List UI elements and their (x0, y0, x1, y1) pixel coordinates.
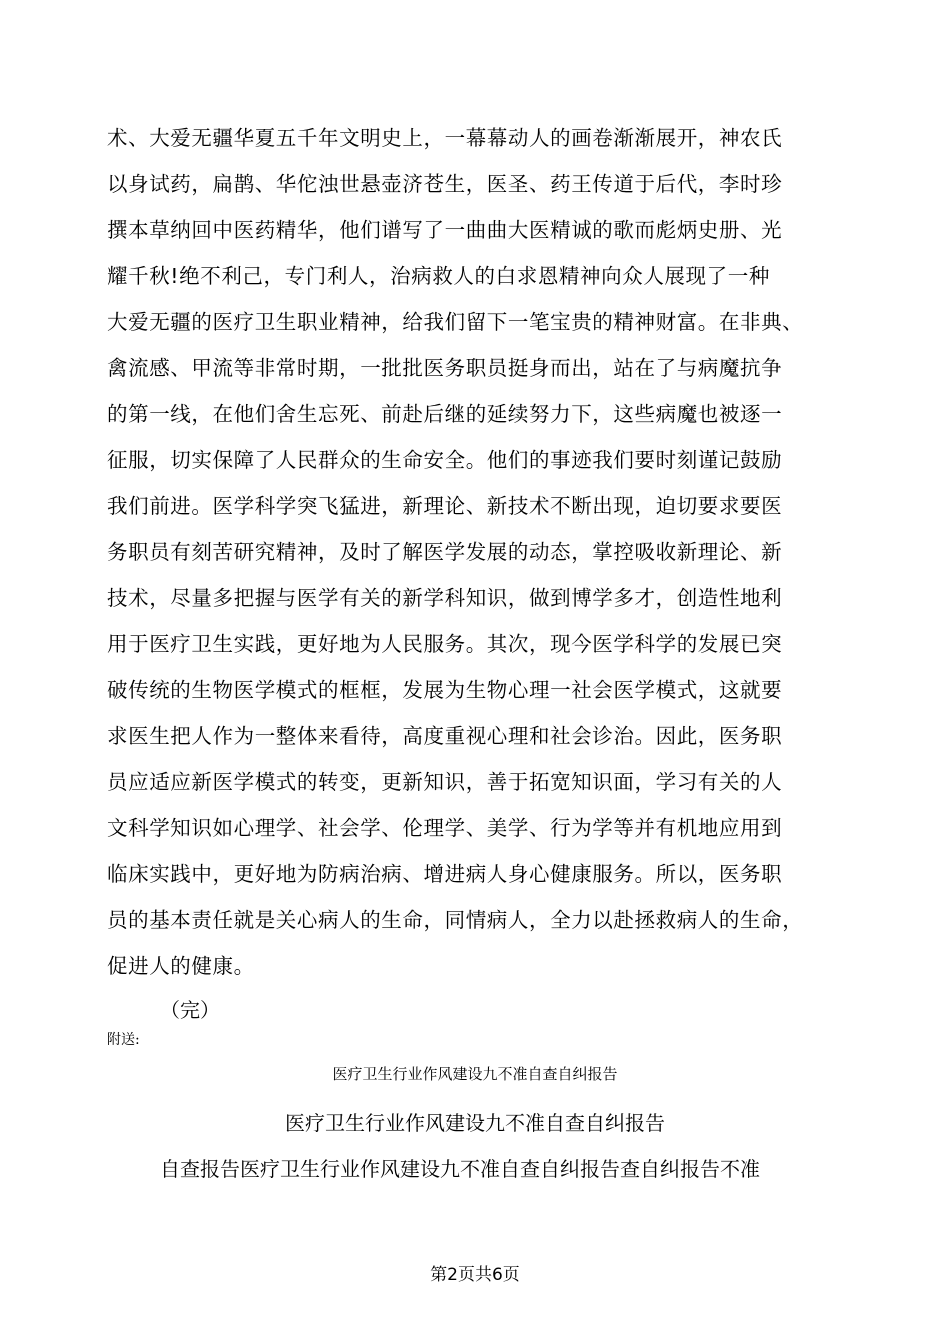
body-line: 术、大爱无疆华夏五千年文明史上，一幕幕动人的画卷渐渐展开，神农氏 (107, 126, 783, 150)
body-line: 征服，切实保障了人民群众的生命安全。他们的事迹我们要时刻谨记鼓励 (107, 448, 783, 472)
body-line: 禽流感、甲流等非常时期，一批批医务职员挺身而出，站在了与病魔抗争 (107, 356, 783, 380)
page-indicator: 第2页共6页 (430, 1265, 520, 1285)
body-line: 耀千秋!绝不利己，专门利人，治病救人的白求恩精神向众人展现了一种 (107, 264, 770, 288)
body-line: 破传统的生物医学模式的框框，发展为生物心理一社会医学模式，这就要 (107, 678, 783, 702)
body-line: 促进人的健康。 (107, 954, 255, 978)
body-line: 求医生把人作为一整体来看待，高度重视心理和社会诊治。因此，医务职 (107, 724, 783, 748)
body-line: 大爱无疆的医疗卫生职业精神，给我们留下一笔宝贵的精神财富。在非典、 (107, 310, 804, 334)
attachment-label: 附送: (107, 1032, 140, 1048)
body-line: 员的基本责任就是关心病人的生命，同情病人，全力以赴拯救病人的生命， (107, 908, 804, 932)
body-line: 撰本草纳回中医药精华，他们谱写了一曲曲大医精诚的歌而彪炳史册、光 (107, 218, 783, 242)
body-line: 文科学知识如心理学、社会学、伦理学、美学、行为学等并有机地应用到 (107, 816, 783, 840)
body-line: 用于医疗卫生实践，更好地为人民服务。其次，现今医学科学的发展已突 (107, 632, 783, 656)
body-line: 员应适应新医学模式的转变，更新知识，善于拓宽知识面，学习有关的人 (107, 770, 783, 794)
report-title: 医疗卫生行业作风建设九不准自查自纠报告 (285, 1111, 665, 1135)
end-mark: （完） (160, 998, 220, 1022)
attachment-title: 医疗卫生行业作风建设九不准自查自纠报告 (332, 1065, 618, 1083)
body-line: 以身试药，扁鹊、华佗浊世悬壶济苍生，医圣、药王传道于后代，李时珍 (107, 172, 783, 196)
body-line: 务职员有刻苦研究精神，及时了解医学发展的动态，掌控吸收新理论、新 (107, 540, 783, 564)
body-line: 我们前进。医学科学突飞猛进，新理论、新技术不断出现，迫切要求要医 (107, 494, 783, 518)
body-line: 技术，尽量多把握与医学有关的新学科知识，做到博学多才，创造性地利 (107, 586, 783, 610)
body-line: 临床实践中，更好地为防病治病、增进病人身心健康服务。所以，医务职 (107, 862, 783, 886)
report-subtitle: 自查报告医疗卫生行业作风建设九不准自查自纠报告查自纠报告不准 (160, 1157, 760, 1181)
body-paragraph (107, 115, 847, 989)
body-line: 的第一线，在他们舍生忘死、前赴后继的延续努力下，这些病魔也被逐一 (107, 402, 783, 426)
